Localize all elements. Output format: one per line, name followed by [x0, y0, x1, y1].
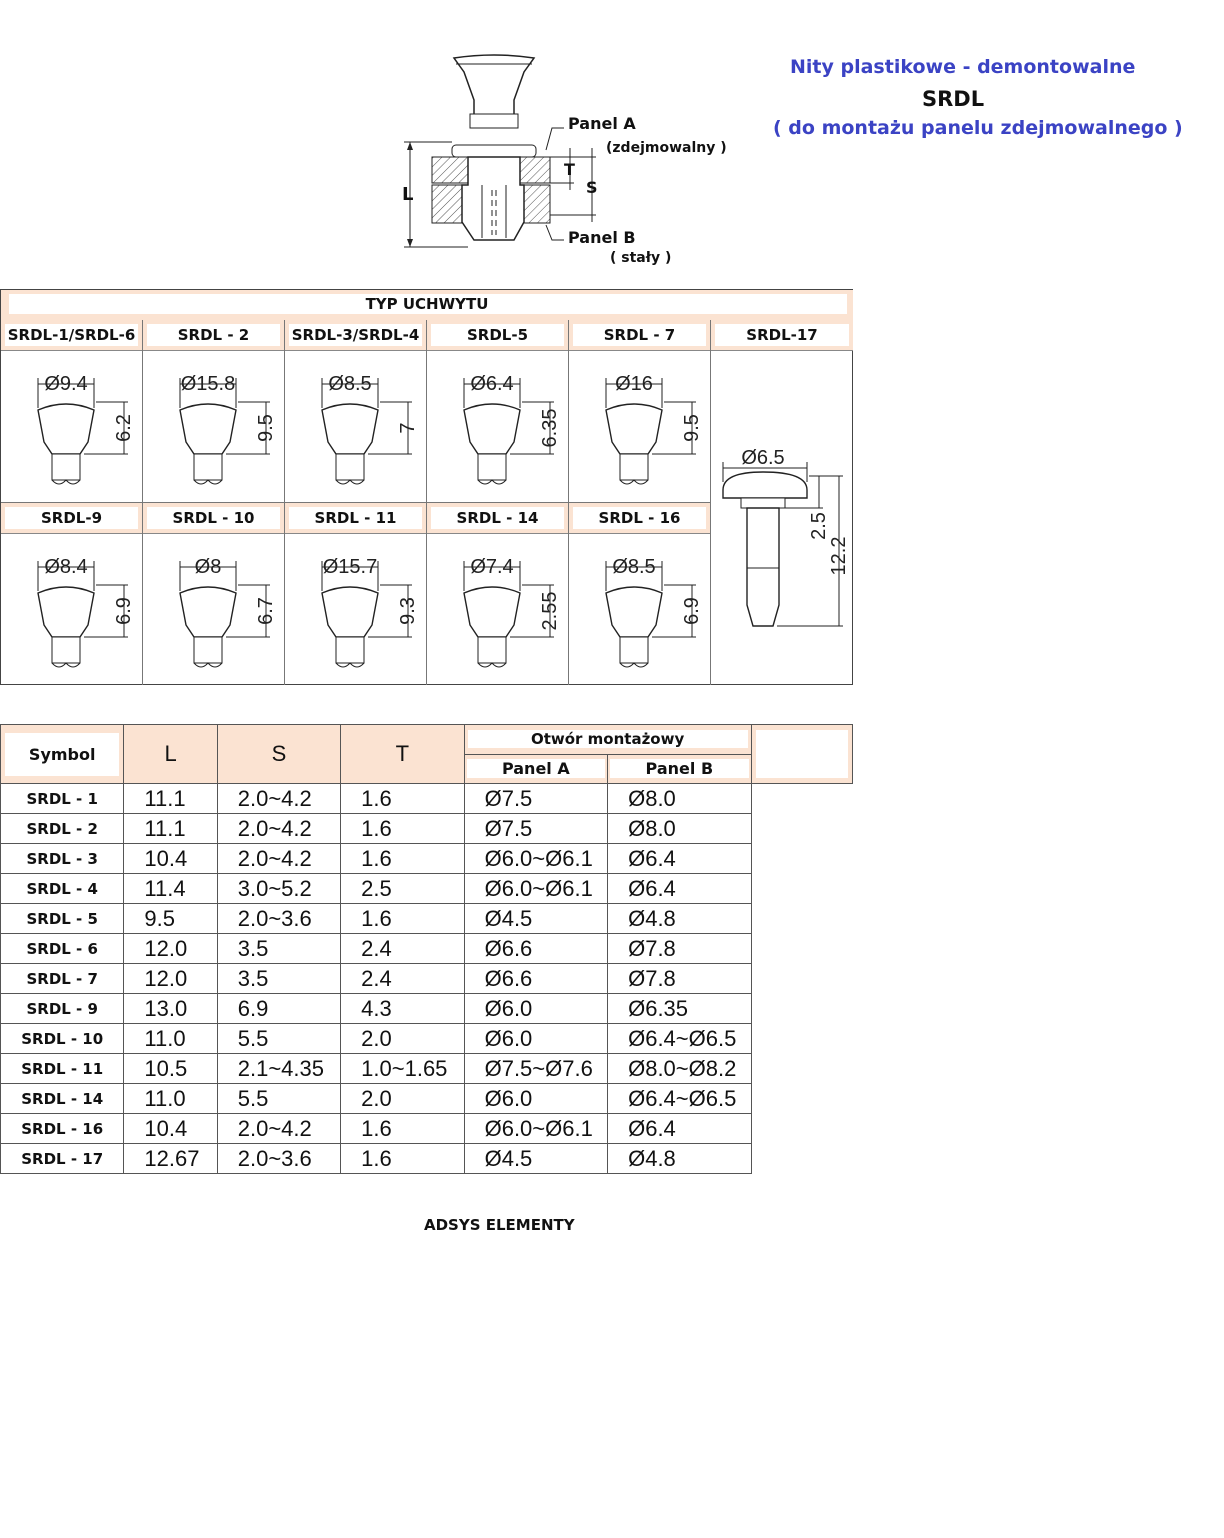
cell-l: 11.1: [124, 814, 217, 844]
grip-cell-label: SRDL - 16: [573, 507, 706, 529]
cell-symbol: SRDL - 14: [1, 1084, 124, 1114]
table-row: [1, 994, 853, 1024]
cell-symbol: SRDL - 4: [1, 874, 124, 904]
table-row: [1, 1144, 853, 1174]
cell-symbol: SRDL - 1: [1, 784, 124, 814]
cell-t: 1.6: [341, 844, 464, 874]
cell-empty: [751, 1024, 852, 1054]
grip-cell-label-bar: [1, 320, 142, 351]
grip-cell-label-bar: [711, 320, 853, 351]
dim-t-label: T: [564, 160, 575, 179]
panel-b-label: Panel B: [568, 228, 636, 247]
cell-panel-b: Ø4.8: [608, 904, 752, 934]
rivet-head-drawing: [143, 533, 285, 685]
cell-s: 5.5: [217, 1024, 340, 1054]
cell-panel-a: Ø4.5: [464, 904, 608, 934]
cell-panel-a: Ø4.5: [464, 1144, 608, 1174]
grip-cell-label: SRDL-1/SRDL-6: [5, 324, 138, 346]
rivet-head-drawing: [285, 533, 427, 685]
panel-a-label: Panel A: [568, 114, 636, 133]
grip-cell-label-bar: [1, 503, 142, 534]
cell-s: 2.0~3.6: [217, 904, 340, 934]
cell-t: 2.5: [341, 874, 464, 904]
col-panel-a-header: Panel A: [464, 754, 608, 784]
cell-l: 11.0: [124, 1084, 217, 1114]
cell-l: 12.0: [124, 934, 217, 964]
col-extra-header: [751, 725, 852, 784]
grip-cell: [427, 320, 569, 503]
diameter-label: Ø8: [194, 556, 222, 578]
grip-cell-label: SRDL-3/SRDL-4: [289, 324, 422, 346]
panel-a-note: (zdejmowalny ): [606, 140, 727, 156]
grip-cell-label: SRDL - 2: [147, 324, 280, 346]
cell-panel-b: Ø7.8: [608, 964, 752, 994]
page-title: SRDL: [922, 87, 985, 111]
panel-b-note: ( stały ): [610, 250, 672, 266]
cell-panel-b: Ø8.0: [608, 814, 752, 844]
cell-panel-b: Ø8.0: [608, 784, 752, 814]
cell-panel-b: Ø6.4: [608, 844, 752, 874]
cell-t: 4.3: [341, 994, 464, 1024]
diameter-label: Ø15.8: [180, 373, 236, 395]
cell-symbol: SRDL - 10: [1, 1024, 124, 1054]
rivet-head-drawing: [427, 350, 569, 503]
cell-panel-a: Ø6.0: [464, 1084, 608, 1114]
diameter-label: Ø6.4: [470, 373, 514, 395]
grip-cell-label-bar: [143, 320, 284, 351]
height-label: 6.2: [113, 414, 135, 442]
cell-l: 13.0: [124, 994, 217, 1024]
cell-l: 11.1: [124, 784, 217, 814]
cell-symbol: SRDL - 9: [1, 994, 124, 1024]
grip-cell-label: SRDL - 10: [147, 507, 280, 529]
cell-symbol: SRDL - 7: [1, 964, 124, 994]
grip-cell-label-bar: [569, 503, 710, 534]
rivet-srdl17-drawing: [711, 350, 851, 685]
grip-cell-srdl-17: [711, 320, 853, 685]
diameter-label: Ø8.5: [612, 556, 656, 578]
cell-l: 10.5: [124, 1054, 217, 1084]
cell-panel-b: Ø6.4: [608, 874, 752, 904]
rivet-head-drawing: [427, 533, 569, 685]
cell-l: 10.4: [124, 1114, 217, 1144]
grip-cell-label: SRDL-9: [5, 507, 138, 529]
cell-panel-a: Ø6.6: [464, 934, 608, 964]
cell-l: 11.0: [124, 1024, 217, 1054]
table-row: [1, 904, 853, 934]
table-row: [1, 934, 853, 964]
cell-s: 3.5: [217, 964, 340, 994]
cell-empty: [751, 844, 852, 874]
height-label: 2.55: [539, 591, 561, 631]
cell-t: 1.0~1.65: [341, 1054, 464, 1084]
cell-s: 3.5: [217, 934, 340, 964]
cell-t: 2.0: [341, 1024, 464, 1054]
dim-s-label: S: [586, 178, 598, 197]
grip-cell-label-bar: [285, 320, 426, 351]
cell-l: 11.4: [124, 874, 217, 904]
cell-panel-b: Ø8.0~Ø8.2: [608, 1054, 752, 1084]
cell-empty: [751, 1144, 852, 1174]
cell-panel-b: Ø6.4~Ø6.5: [608, 1084, 752, 1114]
rivet-head-drawing: [1, 350, 143, 503]
height-label: 9.3: [397, 597, 419, 625]
col-l-header: L: [124, 725, 217, 784]
col-s-header: S: [217, 725, 340, 784]
cell-l: 10.4: [124, 844, 217, 874]
grip-cell-label: SRDL-5: [431, 324, 564, 346]
cell-empty: [751, 784, 852, 814]
cell-panel-a: Ø6.6: [464, 964, 608, 994]
cell-symbol: SRDL - 2: [1, 814, 124, 844]
col-panel-b-header: Panel B: [608, 754, 752, 784]
cell-symbol: SRDL - 16: [1, 1114, 124, 1144]
table-row: [1, 1114, 853, 1144]
spec-table: [0, 724, 853, 1174]
grip-cell-label: SRDL-17: [715, 324, 849, 346]
diameter-label: Ø15.7: [322, 556, 378, 578]
grip-type-grid: [0, 289, 853, 685]
subtitle-application: ( do montażu panelu zdejmowalnego ): [773, 117, 1183, 139]
cell-empty: [751, 904, 852, 934]
diameter-label: Ø16: [615, 373, 653, 395]
table-row: [1, 1084, 853, 1114]
cell-symbol: SRDL - 11: [1, 1054, 124, 1084]
cell-l: 12.0: [124, 964, 217, 994]
height-label: 9.5: [681, 414, 703, 442]
cell-empty: [751, 874, 852, 904]
grip-cell: [143, 320, 285, 503]
cell-panel-a: Ø7.5~Ø7.6: [464, 1054, 608, 1084]
cell-s: 2.0~4.2: [217, 844, 340, 874]
diameter-label: Ø7.4: [470, 556, 514, 578]
diameter-label: Ø6.5: [741, 447, 785, 469]
cell-panel-b: Ø7.8: [608, 934, 752, 964]
rivet-head-drawing: [285, 350, 427, 503]
cell-s: 6.9: [217, 994, 340, 1024]
cell-panel-a: Ø6.0: [464, 1024, 608, 1054]
cell-panel-a: Ø6.0~Ø6.1: [464, 1114, 608, 1144]
cell-l: 12.67: [124, 1144, 217, 1174]
cell-s: 2.0~3.6: [217, 1144, 340, 1174]
grip-type-title: TYP UCHWYTU: [365, 295, 489, 313]
grip-cell: [285, 503, 427, 685]
grip-cell: [143, 503, 285, 685]
cell-empty: [751, 994, 852, 1024]
table-row: [1, 1054, 853, 1084]
grip-cell: [569, 320, 711, 503]
cell-symbol: SRDL - 3: [1, 844, 124, 874]
table-row: [1, 784, 853, 814]
cell-t: 1.6: [341, 904, 464, 934]
rivet-head-drawing: [569, 533, 711, 685]
grip-cell-label: SRDL - 14: [431, 507, 564, 529]
cell-panel-a: Ø6.0: [464, 994, 608, 1024]
cell-empty: [751, 1114, 852, 1144]
cell-empty: [751, 934, 852, 964]
cell-panel-a: Ø7.5: [464, 784, 608, 814]
table-row: [1, 844, 853, 874]
height-label: 6.7: [255, 597, 277, 625]
table-row: [1, 874, 853, 904]
subtitle-product-type: Nity plastikowe - demontowalne: [790, 56, 1136, 78]
grip-cell-label-bar: [427, 320, 568, 351]
cell-panel-b: Ø4.8: [608, 1144, 752, 1174]
grip-cell: [427, 503, 569, 685]
cell-s: 3.0~5.2: [217, 874, 340, 904]
footer-company: ADSYS ELEMENTY: [424, 1216, 575, 1234]
diameter-label: Ø8.4: [44, 556, 88, 578]
rivet-head-drawing: [143, 350, 285, 503]
cell-panel-b: Ø6.4: [608, 1114, 752, 1144]
cell-panel-a: Ø6.0~Ø6.1: [464, 844, 608, 874]
table-row: [1, 1024, 853, 1054]
height-label: 9.5: [255, 414, 277, 442]
cell-panel-a: Ø7.5: [464, 814, 608, 844]
cell-symbol: SRDL - 17: [1, 1144, 124, 1174]
height-label: 7: [397, 422, 419, 434]
cell-s: 5.5: [217, 1084, 340, 1114]
grip-cell: [569, 503, 711, 685]
table-row: [1, 964, 853, 994]
cell-panel-b: Ø6.35: [608, 994, 752, 1024]
cell-t: 2.4: [341, 964, 464, 994]
cell-empty: [751, 1084, 852, 1114]
cell-empty: [751, 814, 852, 844]
rivet-head-drawing: [569, 350, 711, 503]
grip-cell-label: SRDL - 11: [289, 507, 422, 529]
dim-l-label: L: [402, 184, 414, 205]
col-symbol-header: Symbol: [1, 725, 124, 784]
cell-l: 9.5: [124, 904, 217, 934]
cell-t: 1.6: [341, 784, 464, 814]
cell-s: 2.1~4.35: [217, 1054, 340, 1084]
grip-cell: [285, 320, 427, 503]
height-label: 6.9: [681, 597, 703, 625]
col-hole-header: Otwór montażowy: [464, 725, 751, 755]
grip-cell-label: SRDL - 7: [573, 324, 706, 346]
cell-t: 1.6: [341, 814, 464, 844]
cell-s: 2.0~4.2: [217, 784, 340, 814]
cell-panel-b: Ø6.4~Ø6.5: [608, 1024, 752, 1054]
height-label-total: 12.2: [828, 536, 850, 576]
diameter-label: Ø9.4: [44, 373, 88, 395]
col-t-header: T: [341, 725, 464, 784]
grip-cell: [1, 503, 143, 685]
cell-symbol: SRDL - 6: [1, 934, 124, 964]
diameter-label: Ø8.5: [328, 373, 372, 395]
height-label: 6.35: [539, 408, 561, 448]
assembly-diagram: [396, 50, 736, 275]
height-label-short: 2.5: [808, 512, 830, 540]
cell-empty: [751, 1054, 852, 1084]
rivet-head-drawing: [1, 533, 143, 685]
cell-t: 1.6: [341, 1144, 464, 1174]
cell-t: 2.4: [341, 934, 464, 964]
height-label: 6.9: [113, 597, 135, 625]
cell-panel-a: Ø6.0~Ø6.1: [464, 874, 608, 904]
grip-type-header: [1, 290, 853, 321]
grip-cell-label-bar: [569, 320, 710, 351]
cell-empty: [751, 964, 852, 994]
cell-s: 2.0~4.2: [217, 1114, 340, 1144]
grip-cell: [1, 320, 143, 503]
cell-s: 2.0~4.2: [217, 814, 340, 844]
table-row: [1, 814, 853, 844]
cell-t: 1.6: [341, 1114, 464, 1144]
grip-cell-label-bar: [285, 503, 426, 534]
grip-cell-label-bar: [143, 503, 284, 534]
cell-t: 2.0: [341, 1084, 464, 1114]
cell-symbol: SRDL - 5: [1, 904, 124, 934]
grip-cell-label-bar: [427, 503, 568, 534]
